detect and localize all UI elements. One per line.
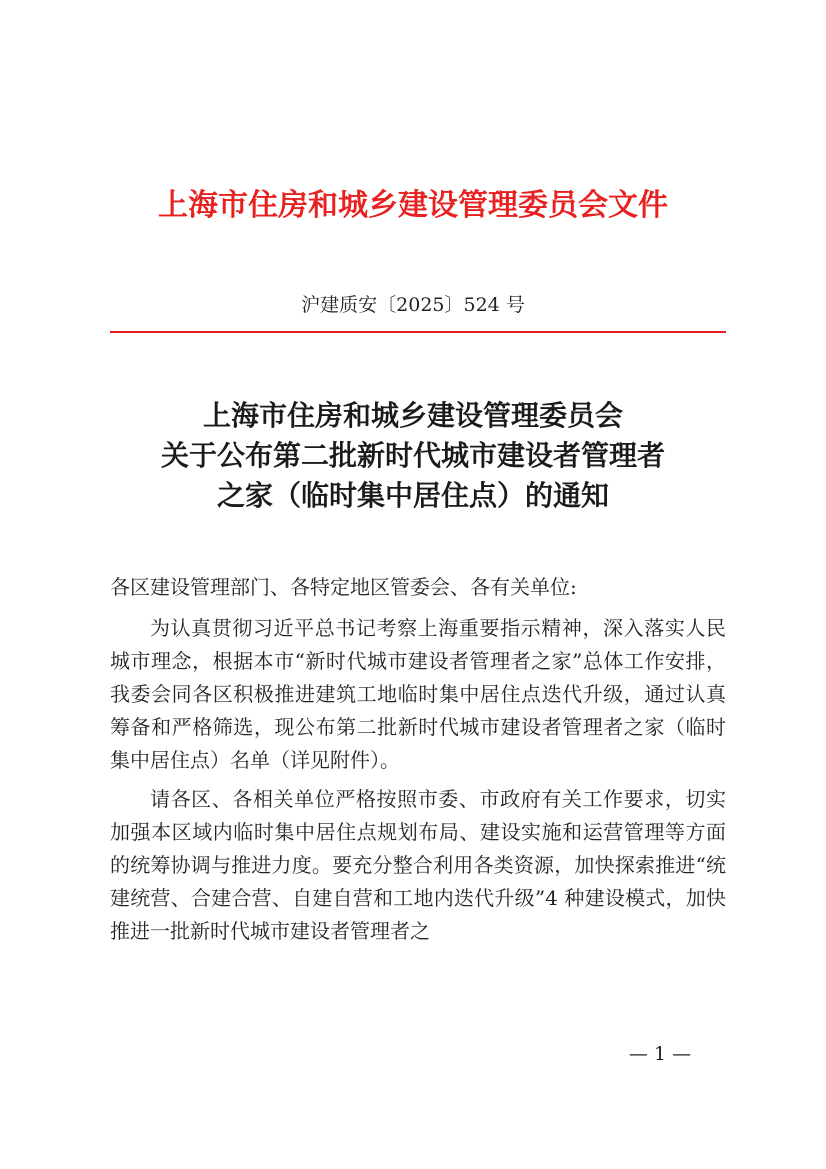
document-title — [0, 396, 826, 516]
body-paragraph-1: 为认真贯彻习近平总书记考察上海重要指示精神，深入落实人民城市理念，根据本市“新时代城市建设者管理者之家”总体工作安排，我委会同各区积极推进建筑工地临时集中居住点迭代升级，通过认真筹备和严格筛选，现公布第二批新时代城市建设者管理者之家（临时集中居住点）名单（详见附件）。 — [110, 616, 726, 772]
salutation: 各区建设管理部门、各特定地区管委会、各有关单位: — [110, 575, 577, 599]
page-number: — 1 — — [628, 1043, 692, 1065]
document-body — [110, 571, 726, 948]
red-divider-line — [110, 331, 726, 333]
title-line-1: 上海市住房和城乡建设管理委员会 — [202, 399, 623, 432]
document-number: 沪建质安〔2025〕524 号 — [301, 294, 525, 316]
body-paragraph-2: 请各区、各相关单位严格按照市委、市政府有关工作要求，切实加强本区域内临时集中居住点规划布局、建设实施和运营管理等方面的统筹协调与推进力度。要充分整合利用各类资源，加快探索推进“统建统营、合建合营、自建自营和工地内迭代升级”4 种建设模式，加快推进一批新时代城市建设者管理者之 — [110, 787, 726, 943]
title-line-2: 关于公布第二批新时代城市建设者管理者 — [160, 439, 665, 472]
title-line-3: 之家（临时集中居住点）的通知 — [216, 479, 609, 512]
issuer-title: 上海市住房和城乡建设管理委员会文件 — [158, 188, 668, 223]
